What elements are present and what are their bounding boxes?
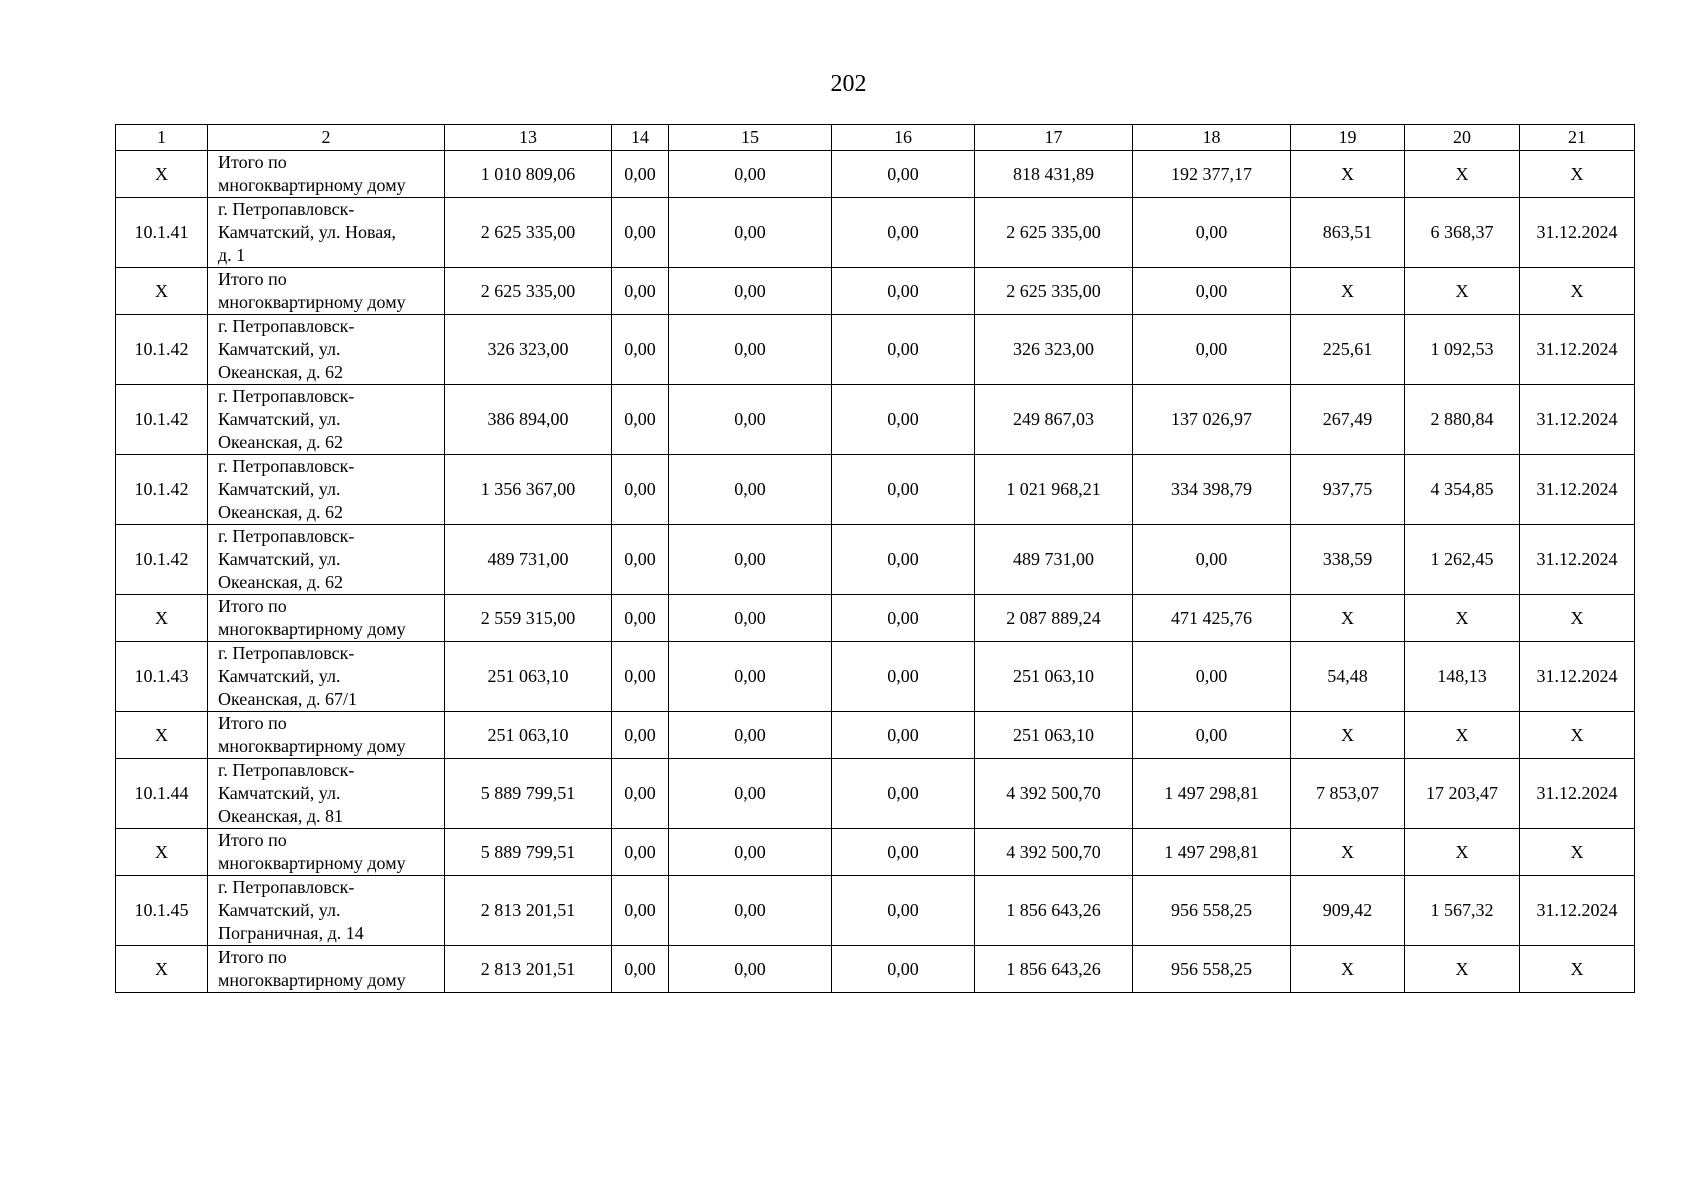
- table-cell: 0,00: [669, 385, 832, 455]
- table-cell: 1 092,53: [1405, 315, 1520, 385]
- table-cell: 0,00: [612, 759, 669, 829]
- cell-line: г. Петропавловск-: [218, 199, 355, 219]
- table-cell: 0,00: [669, 595, 832, 642]
- table-cell: 0,00: [669, 946, 832, 993]
- column-number-header: 2: [208, 125, 445, 151]
- table-cell: 0,00: [669, 268, 832, 315]
- table-cell: X: [1291, 268, 1405, 315]
- table-cell: 338,59: [1291, 525, 1405, 595]
- total-label-cell: [208, 151, 445, 198]
- column-number-header: 21: [1520, 125, 1635, 151]
- item-number-cell: 10.1.41: [116, 198, 208, 268]
- table-row: [116, 198, 1635, 268]
- table-cell: X: [1291, 595, 1405, 642]
- table-cell: 1 856 643,26: [975, 876, 1133, 946]
- table-cell: 2 087 889,24: [975, 595, 1133, 642]
- table-cell: 251 063,10: [975, 642, 1133, 712]
- table-cell: 2 625 335,00: [445, 268, 612, 315]
- table-cell: 0,00: [669, 151, 832, 198]
- table-cell: 251 063,10: [975, 712, 1133, 759]
- item-number-cell: X: [116, 151, 208, 198]
- table-cell: 0,00: [612, 385, 669, 455]
- column-number-header-row: [116, 125, 1635, 151]
- cell-line: Итого по: [218, 269, 287, 289]
- column-number-header: 16: [832, 125, 975, 151]
- table-body: [116, 125, 1635, 993]
- cell-line: Камчатский, ул.: [218, 479, 341, 499]
- table-cell: 0,00: [669, 198, 832, 268]
- total-row: [116, 829, 1635, 876]
- table-cell: 4 392 500,70: [975, 759, 1133, 829]
- address-cell: [208, 642, 445, 712]
- table-cell: 0,00: [669, 315, 832, 385]
- address-cell: [208, 525, 445, 595]
- item-number-cell: X: [116, 829, 208, 876]
- table-cell: 251 063,10: [445, 712, 612, 759]
- table-row: [116, 385, 1635, 455]
- table-cell: 0,00: [1133, 315, 1291, 385]
- table-cell: 267,49: [1291, 385, 1405, 455]
- cell-line: г. Петропавловск-: [218, 643, 355, 663]
- table-cell: 4 392 500,70: [975, 829, 1133, 876]
- cell-line: многоквартирному дому: [218, 175, 406, 195]
- table-cell: 0,00: [1133, 198, 1291, 268]
- table-cell: 6 368,37: [1405, 198, 1520, 268]
- page-number: 202: [830, 71, 867, 97]
- cell-line: д. 1: [218, 245, 246, 265]
- item-number-cell: 10.1.42: [116, 455, 208, 525]
- table-cell: 2 813 201,51: [445, 946, 612, 993]
- table-cell: 956 558,25: [1133, 876, 1291, 946]
- cell-line: г. Петропавловск-: [218, 386, 355, 406]
- table-cell: 0,00: [612, 876, 669, 946]
- table-cell: 863,51: [1291, 198, 1405, 268]
- table-cell: X: [1520, 268, 1635, 315]
- table-cell: 0,00: [832, 198, 975, 268]
- table-cell: 31.12.2024: [1520, 198, 1635, 268]
- column-number-header: 19: [1291, 125, 1405, 151]
- table-cell: 0,00: [832, 759, 975, 829]
- table-cell: 0,00: [1133, 712, 1291, 759]
- table-cell: 1 356 367,00: [445, 455, 612, 525]
- address-cell: [208, 385, 445, 455]
- cell-line: Пограничная, д. 14: [218, 923, 364, 943]
- table-cell: 225,61: [1291, 315, 1405, 385]
- cell-line: Камчатский, ул.: [218, 409, 341, 429]
- table-cell: 471 425,76: [1133, 595, 1291, 642]
- address-cell: [208, 455, 445, 525]
- table-row: [116, 642, 1635, 712]
- total-label-cell: [208, 712, 445, 759]
- table-cell: 0,00: [612, 198, 669, 268]
- table-cell: X: [1291, 151, 1405, 198]
- total-row: [116, 151, 1635, 198]
- table-cell: 818 431,89: [975, 151, 1133, 198]
- table-cell: X: [1291, 829, 1405, 876]
- column-number-header: 1: [116, 125, 208, 151]
- table-cell: 192 377,17: [1133, 151, 1291, 198]
- table-cell: 0,00: [832, 876, 975, 946]
- cell-line: Камчатский, ул.: [218, 339, 341, 359]
- cell-line: Камчатский, ул.: [218, 783, 341, 803]
- table-cell: 0,00: [669, 829, 832, 876]
- column-number-header: 15: [669, 125, 832, 151]
- table-cell: 31.12.2024: [1520, 642, 1635, 712]
- table-cell: X: [1291, 946, 1405, 993]
- table-cell: 1 497 298,81: [1133, 759, 1291, 829]
- cell-line: г. Петропавловск-: [218, 456, 355, 476]
- total-label-cell: [208, 946, 445, 993]
- item-number-cell: 10.1.45: [116, 876, 208, 946]
- table-row: [116, 876, 1635, 946]
- table-cell: 0,00: [669, 525, 832, 595]
- data-table: [115, 124, 1635, 993]
- table-cell: 0,00: [832, 385, 975, 455]
- table-cell: 249 867,03: [975, 385, 1133, 455]
- table-cell: 31.12.2024: [1520, 759, 1635, 829]
- table-cell: 0,00: [1133, 642, 1291, 712]
- item-number-cell: 10.1.44: [116, 759, 208, 829]
- table-cell: 1 021 968,21: [975, 455, 1133, 525]
- table-cell: 4 354,85: [1405, 455, 1520, 525]
- cell-line: г. Петропавловск-: [218, 526, 355, 546]
- table-cell: 2 625 335,00: [975, 268, 1133, 315]
- table-cell: 0,00: [669, 876, 832, 946]
- table-cell: 7 853,07: [1291, 759, 1405, 829]
- table-cell: 0,00: [832, 151, 975, 198]
- table-cell: 386 894,00: [445, 385, 612, 455]
- total-row: [116, 595, 1635, 642]
- cell-line: Итого по: [218, 947, 287, 967]
- table-cell: 326 323,00: [975, 315, 1133, 385]
- cell-line: многоквартирному дому: [218, 619, 406, 639]
- address-cell: [208, 759, 445, 829]
- table-cell: 0,00: [612, 455, 669, 525]
- table-cell: 0,00: [669, 712, 832, 759]
- table-cell: X: [1520, 829, 1635, 876]
- table-cell: 909,42: [1291, 876, 1405, 946]
- table-cell: 0,00: [669, 759, 832, 829]
- table-cell: X: [1520, 151, 1635, 198]
- total-label-cell: [208, 268, 445, 315]
- table-cell: 0,00: [832, 712, 975, 759]
- table-cell: 0,00: [832, 315, 975, 385]
- table-cell: 2 880,84: [1405, 385, 1520, 455]
- table-cell: 0,00: [832, 946, 975, 993]
- table-cell: 0,00: [669, 455, 832, 525]
- table-cell: 0,00: [1133, 268, 1291, 315]
- table-cell: 2 559 315,00: [445, 595, 612, 642]
- item-number-cell: 10.1.42: [116, 385, 208, 455]
- table-cell: 2 625 335,00: [445, 198, 612, 268]
- table-cell: 0,00: [612, 525, 669, 595]
- item-number-cell: X: [116, 268, 208, 315]
- table-cell: 489 731,00: [975, 525, 1133, 595]
- table-row: [116, 455, 1635, 525]
- item-number-cell: 10.1.42: [116, 525, 208, 595]
- table-cell: 0,00: [612, 946, 669, 993]
- table-cell: 937,75: [1291, 455, 1405, 525]
- table-cell: 0,00: [612, 642, 669, 712]
- table-row: [116, 759, 1635, 829]
- cell-line: Камчатский, ул.: [218, 549, 341, 569]
- table-cell: X: [1520, 712, 1635, 759]
- table-cell: X: [1405, 268, 1520, 315]
- table-cell: 31.12.2024: [1520, 525, 1635, 595]
- table-cell: X: [1405, 151, 1520, 198]
- table-cell: 31.12.2024: [1520, 385, 1635, 455]
- table-cell: 2 625 335,00: [975, 198, 1133, 268]
- table-cell: 31.12.2024: [1520, 455, 1635, 525]
- table-cell: 5 889 799,51: [445, 829, 612, 876]
- total-row: [116, 712, 1635, 759]
- total-label-cell: [208, 595, 445, 642]
- table-cell: 1 567,32: [1405, 876, 1520, 946]
- address-cell: [208, 876, 445, 946]
- table-cell: 31.12.2024: [1520, 876, 1635, 946]
- cell-line: Камчатский, ул.: [218, 900, 341, 920]
- table-cell: 1 856 643,26: [975, 946, 1133, 993]
- table-cell: X: [1405, 829, 1520, 876]
- cell-line: многоквартирному дому: [218, 736, 406, 756]
- table-cell: 326 323,00: [445, 315, 612, 385]
- table-cell: 137 026,97: [1133, 385, 1291, 455]
- item-number-cell: 10.1.43: [116, 642, 208, 712]
- table-cell: 0,00: [832, 595, 975, 642]
- column-number-header: 13: [445, 125, 612, 151]
- table-cell: 0,00: [612, 829, 669, 876]
- table-cell: 0,00: [612, 712, 669, 759]
- total-row: [116, 946, 1635, 993]
- table-cell: 1 010 809,06: [445, 151, 612, 198]
- table-cell: 489 731,00: [445, 525, 612, 595]
- table-cell: 0,00: [832, 829, 975, 876]
- table-cell: X: [1405, 946, 1520, 993]
- table-cell: 148,13: [1405, 642, 1520, 712]
- table-cell: 0,00: [612, 315, 669, 385]
- cell-line: Итого по: [218, 830, 287, 850]
- table-row: [116, 315, 1635, 385]
- cell-line: Океанская, д. 62: [218, 572, 344, 592]
- item-number-cell: X: [116, 946, 208, 993]
- table-cell: X: [1405, 712, 1520, 759]
- table-cell: 956 558,25: [1133, 946, 1291, 993]
- table-cell: 0,00: [1133, 525, 1291, 595]
- column-number-header: 17: [975, 125, 1133, 151]
- cell-line: г. Петропавловск-: [218, 316, 355, 336]
- cell-line: Океанская, д. 62: [218, 432, 344, 452]
- cell-line: Океанская, д. 62: [218, 502, 344, 522]
- cell-line: Океанская, д. 81: [218, 806, 344, 826]
- cell-line: г. Петропавловск-: [218, 760, 355, 780]
- column-number-header: 18: [1133, 125, 1291, 151]
- table-cell: X: [1291, 712, 1405, 759]
- address-cell: [208, 198, 445, 268]
- cell-line: Камчатский, ул.: [218, 666, 341, 686]
- cell-line: Итого по: [218, 713, 287, 733]
- table-cell: 0,00: [612, 595, 669, 642]
- table-cell: 0,00: [832, 525, 975, 595]
- cell-line: многоквартирному дому: [218, 853, 406, 873]
- item-number-cell: X: [116, 595, 208, 642]
- table-cell: 0,00: [832, 268, 975, 315]
- cell-line: Океанская, д. 67/1: [218, 689, 358, 709]
- table-cell: 1 262,45: [1405, 525, 1520, 595]
- table-cell: 54,48: [1291, 642, 1405, 712]
- column-number-header: 14: [612, 125, 669, 151]
- table-cell: X: [1520, 946, 1635, 993]
- table-cell: 1 497 298,81: [1133, 829, 1291, 876]
- table-cell: 17 203,47: [1405, 759, 1520, 829]
- address-cell: [208, 315, 445, 385]
- item-number-cell: 10.1.42: [116, 315, 208, 385]
- column-number-header: 20: [1405, 125, 1520, 151]
- table-cell: 31.12.2024: [1520, 315, 1635, 385]
- table-cell: 0,00: [612, 151, 669, 198]
- cell-line: Итого по: [218, 152, 287, 172]
- table-cell: X: [1405, 595, 1520, 642]
- cell-line: многоквартирному дому: [218, 292, 406, 312]
- table-cell: 0,00: [832, 455, 975, 525]
- cell-line: Камчатский, ул. Новая,: [218, 222, 397, 242]
- total-row: [116, 268, 1635, 315]
- table-cell: 251 063,10: [445, 642, 612, 712]
- total-label-cell: [208, 829, 445, 876]
- table-row: [116, 525, 1635, 595]
- table-cell: 0,00: [669, 642, 832, 712]
- cell-line: г. Петропавловск-: [218, 877, 355, 897]
- table-cell: 5 889 799,51: [445, 759, 612, 829]
- table-cell: 334 398,79: [1133, 455, 1291, 525]
- cell-line: многоквартирному дому: [218, 970, 406, 990]
- table-cell: 0,00: [832, 642, 975, 712]
- table-cell: 0,00: [612, 268, 669, 315]
- cell-line: Итого по: [218, 596, 287, 616]
- cell-line: Океанская, д. 62: [218, 362, 344, 382]
- item-number-cell: X: [116, 712, 208, 759]
- table-cell: 2 813 201,51: [445, 876, 612, 946]
- table-cell: X: [1520, 595, 1635, 642]
